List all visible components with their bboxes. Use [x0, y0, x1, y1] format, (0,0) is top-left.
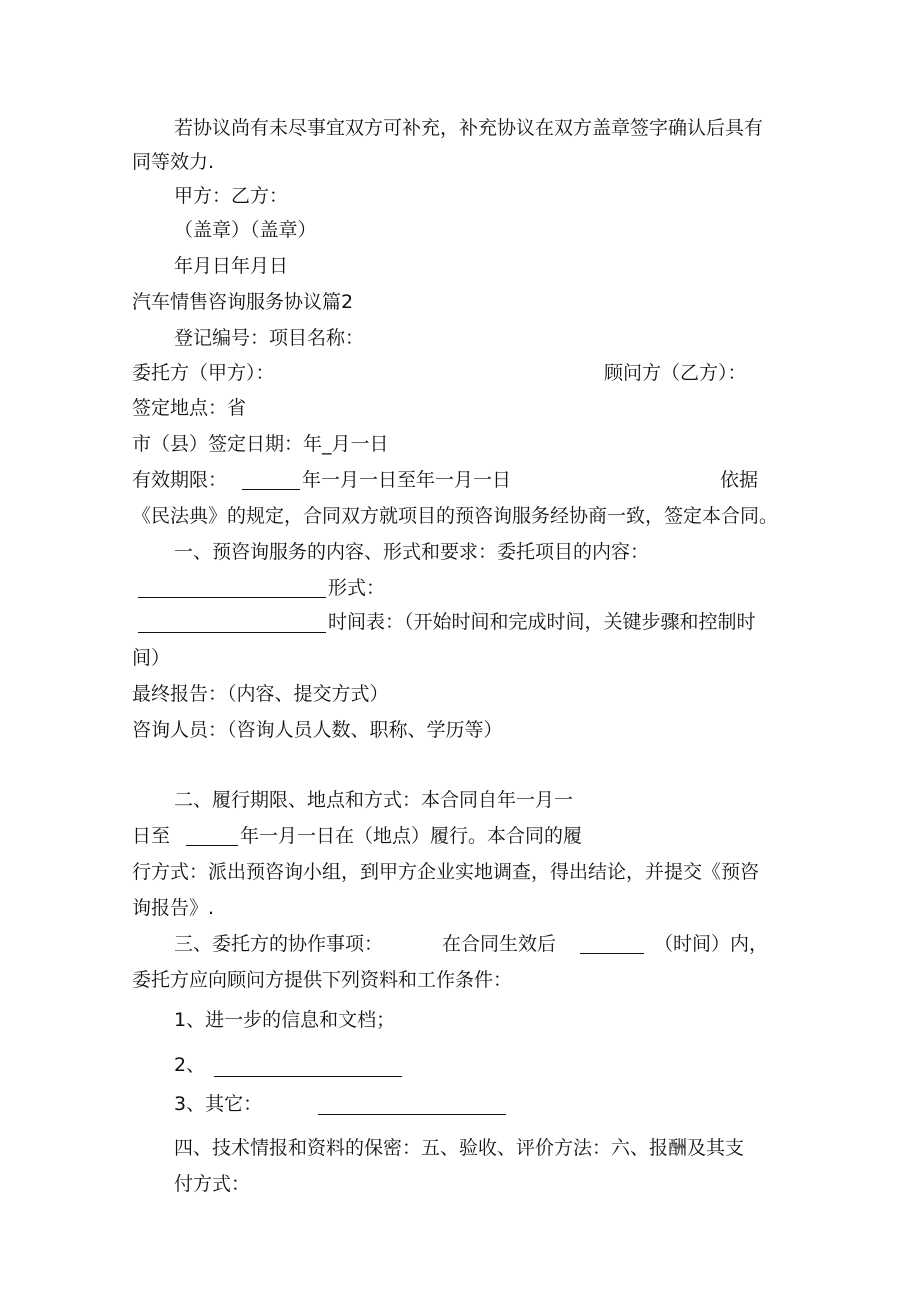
- section-title: 汽车情售咨询服务协议篇2: [132, 291, 354, 313]
- clause-3-heading: 三、委托方的协作事项：: [174, 933, 384, 955]
- basis-label: 依据: [720, 469, 759, 491]
- schedule-label: 时间表：（开始时间和完成时间，关键步骤和控制时: [328, 611, 756, 633]
- validity-dates: 年一月一日至年一月一日: [302, 469, 512, 491]
- performance-method: 行方式：派出预咨询小组，到甲方企业实地调查，得出结论，并提交《预咨: [132, 861, 760, 883]
- content-blank: [138, 577, 326, 598]
- signing-place: 签定地点：省: [132, 397, 247, 419]
- item-1: 1、进一步的信息和文档；: [174, 1009, 396, 1031]
- paragraph-supplement-cont: 同等效力.: [132, 151, 215, 173]
- item-2-blank: [214, 1056, 402, 1077]
- registration-line: 登记编号：项目名称：: [174, 327, 365, 349]
- performance-method-cont: 询报告》.: [132, 897, 215, 919]
- consultant-party-label: 顾问方（乙方）：: [604, 362, 747, 384]
- clause-3-cont: 委托方应向顾问方提供下列资料和工作条件：: [132, 969, 513, 991]
- after-effective-label: 在合同生效后: [442, 933, 557, 955]
- term-place-line: 年一月一日在（地点）履行。本合同的履: [240, 825, 583, 847]
- validity-blank: [242, 469, 300, 490]
- paragraph-supplement: 若协议尚有未尽事宜双方可补充，补充协议在双方盖章签字确认后具有: [174, 117, 764, 139]
- item-3-blank: [318, 1094, 506, 1115]
- form-blank: [138, 612, 326, 633]
- client-party-label: 委托方（甲方）：: [132, 362, 275, 384]
- item-2: 2、: [174, 1054, 206, 1076]
- form-label: 形式：: [328, 577, 386, 599]
- signing-date: 市（县）签定日期：年_月一日: [132, 433, 389, 455]
- item-3: 3、其它：: [174, 1093, 263, 1115]
- schedule-label-cont: 间）: [132, 647, 171, 669]
- time-blank: [580, 933, 644, 954]
- time-within-label: （时间）内，: [654, 933, 769, 955]
- seal-labels: （盖章）（盖章）: [174, 219, 317, 241]
- consultants-line: 咨询人员：（咨询人员人数、职称、学历等）: [132, 719, 503, 741]
- party-a-b-label: 甲方：乙方：: [174, 185, 289, 207]
- term-from-label: 日至: [132, 825, 171, 847]
- validity-label: 有效期限：: [132, 469, 228, 491]
- legal-basis-paragraph: 《民法典》的规定，合同双方就项目的预咨询服务经协商一致，签定本合同。: [132, 505, 779, 527]
- date-labels: 年月日年月日: [174, 255, 289, 277]
- clause-6-cont: 付方式：: [174, 1173, 251, 1195]
- clause-4-6-heading: 四、技术情报和资料的保密：五、验收、评价方法：六、报酬及其支: [174, 1137, 745, 1159]
- clause-2-heading: 二、履行期限、地点和方式：本合同自年一月一: [174, 789, 574, 811]
- clause-1-heading: 一、预咨询服务的内容、形式和要求：委托项目的内容：: [174, 541, 650, 563]
- term-blank: [186, 825, 238, 846]
- final-report-line: 最终报告：（内容、提交方式）: [132, 683, 389, 705]
